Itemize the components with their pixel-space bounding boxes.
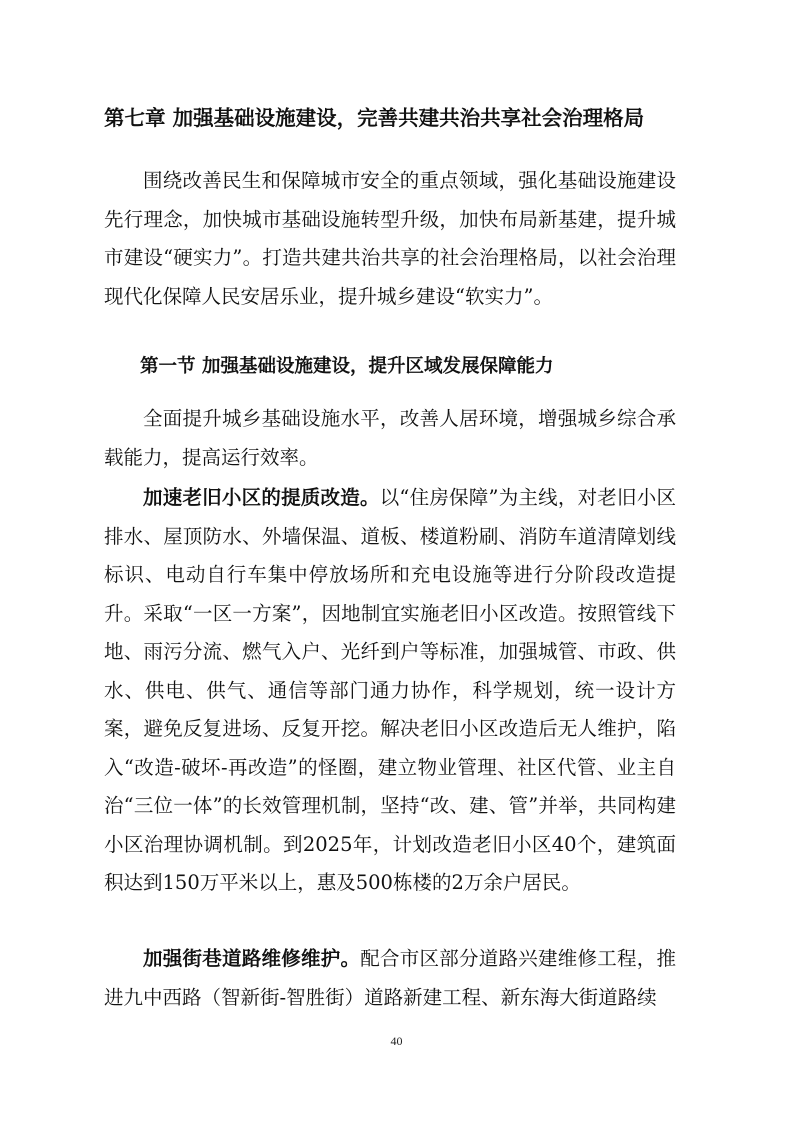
paragraph-body-text: 以“住房保障”为主线，对老旧小区排水、屋顶防水、外墙保温、道板、楼道粉刷、消防车道清障划线标识、电动自行车集中停放场所和充电设施等进行分阶段改造提升。采取“一区一方案”，因地制宜实施老旧小区改造。按照管线下地、雨污分流、燃气入户、光纤到户等标准，加强城管、市政、供水、供电、供气、通信等部门通力协作，科学规划，统一设计方案，避免反复进场、反复开挖。解决老旧小区改造后无人维护，陷入“改造-破坏-再改造”的怪圈，建立物业管理、社区代管、业主自治“三位一体”的长效管理机制，坚持“改、建、管”并举，共同构建小区治理协调机制。到2025年，计划改造老旧小区40个，建筑面积达到150万平米以上，惠及500栋楼的2万余户居民。 bbox=[104, 486, 676, 894]
paragraph-body-text: 配合市区部分道路兴建维修工程，推进九中西路（智新街-智胜街）道路新建工程、新东海大街道路续 bbox=[104, 947, 676, 1009]
page-number: 40 bbox=[390, 1034, 403, 1048]
paragraph-street-road-maintenance bbox=[104, 940, 676, 1017]
chapter-intro-paragraph: 围绕改善民生和保障城市安全的重点领域，强化基础设施建设先行理念，加快城市基础设施转型升级，加快布局新基建，提升城市建设“硬实力”。打造共建共治共享的社会治理格局，以社会治理现代化保障人民安居乐业，提升城乡建设“软实力”。 bbox=[104, 169, 676, 308]
section-intro-paragraph: 全面提升城乡基础设施水平，改善人居环境，增强城乡综合承载能力，提高运行效率。 bbox=[104, 407, 676, 469]
paragraph-lead-heading: 加速老旧小区的提质改造。 bbox=[143, 486, 380, 509]
section-title: 第一节 加强基础设施建设，提升区域发展保障能力 bbox=[140, 356, 554, 377]
paragraph-old-community-renovation bbox=[104, 479, 676, 903]
paragraph-lead-heading: 加强街巷道路维修维护。 bbox=[143, 947, 361, 970]
chapter-title: 第七章 加强基础设施建设，完善共建共治共享社会治理格局 bbox=[104, 106, 645, 130]
